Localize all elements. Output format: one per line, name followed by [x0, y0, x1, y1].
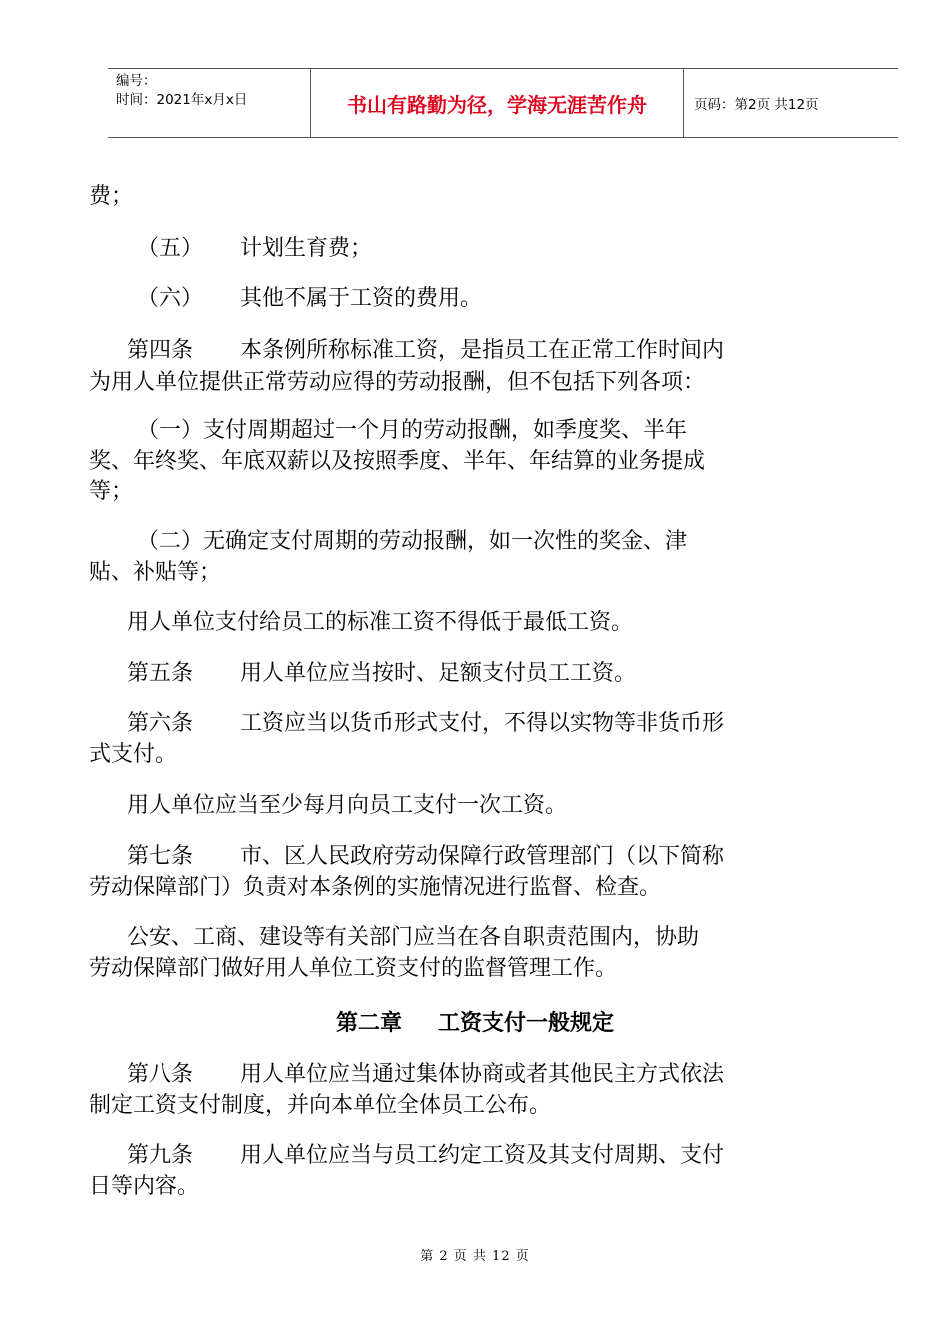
- header-motto: 书山有路勤为径，学海无涯苦作舟: [310, 69, 684, 137]
- time-label: 时间：2021年x月x日: [116, 92, 248, 108]
- number-label: 编号：: [116, 73, 157, 89]
- body-line: 等；: [89, 479, 134, 504]
- body-line: 用人单位应当与员工约定工资及其支付周期、支付: [240, 1143, 725, 1168]
- body-line: 为用人单位提供正常劳动应得的劳动报酬，但不包括下列各项：: [89, 370, 706, 395]
- body-line: （二）无确定支付周期的劳动报酬，如一次性的奖金、津: [137, 529, 688, 554]
- body-line: 贴、补贴等；: [89, 560, 222, 585]
- body-line: 用人单位应当至少每月向员工支付一次工资。: [127, 793, 568, 818]
- body-line: 工资应当以货币形式支付，不得以实物等非货币形: [240, 711, 725, 736]
- body-line: 计划生育费；: [240, 236, 373, 261]
- body-line: 市、区人民政府劳动保障行政管理部门（以下简称: [240, 844, 725, 869]
- chapter-number: 第二章: [335, 1011, 402, 1036]
- body-line: 用人单位应当按时、足额支付员工工资。: [240, 661, 637, 686]
- page-header: [108, 68, 898, 138]
- page-footer: 第 2 页 共 12 页: [420, 1249, 530, 1264]
- clause-label: （五）: [137, 236, 204, 261]
- body-line: 用人单位支付给员工的标准工资不得低于最低工资。: [127, 610, 634, 635]
- body-line: （一）支付周期超过一个月的劳动报酬，如季度奖、半年: [137, 418, 688, 443]
- header-meta: [108, 69, 310, 137]
- body-line: 奖、年终奖、年底双薪以及按照季度、半年、年结算的业务提成: [89, 449, 706, 474]
- article-label: 第四条: [127, 338, 194, 363]
- article-label: 第五条: [127, 661, 194, 686]
- article-label: 第六条: [127, 711, 194, 736]
- chapter-title: 工资支付一般规定: [438, 1011, 615, 1036]
- body-line: 公安、工商、建设等有关部门应当在各自职责范围内，协助: [127, 925, 700, 950]
- article-label: 第七条: [127, 844, 194, 869]
- body-line: 劳动保障部门做好用人单位工资支付的监督管理工作。: [89, 956, 618, 981]
- header-page-info: 页码：第2页 共12页: [694, 97, 819, 113]
- body-line: 费；: [89, 184, 134, 209]
- body-line: 制定工资支付制度，并向本单位全体员工公布。: [89, 1093, 552, 1118]
- clause-label: （六）: [137, 286, 204, 311]
- article-label: 第八条: [127, 1062, 194, 1087]
- body-line: 本条例所称标准工资，是指员工在正常工作时间内: [240, 338, 725, 363]
- body-line: 用人单位应当通过集体协商或者其他民主方式依法: [240, 1062, 725, 1087]
- body-line: 日等内容。: [89, 1174, 200, 1199]
- body-line: 式支付。: [89, 742, 178, 767]
- chapter-heading: [0, 1006, 950, 1037]
- body-line: 其他不属于工资的费用。: [240, 286, 483, 311]
- body-line: 劳动保障部门）负责对本条例的实施情况进行监督、检查。: [89, 875, 662, 900]
- article-label: 第九条: [127, 1143, 194, 1168]
